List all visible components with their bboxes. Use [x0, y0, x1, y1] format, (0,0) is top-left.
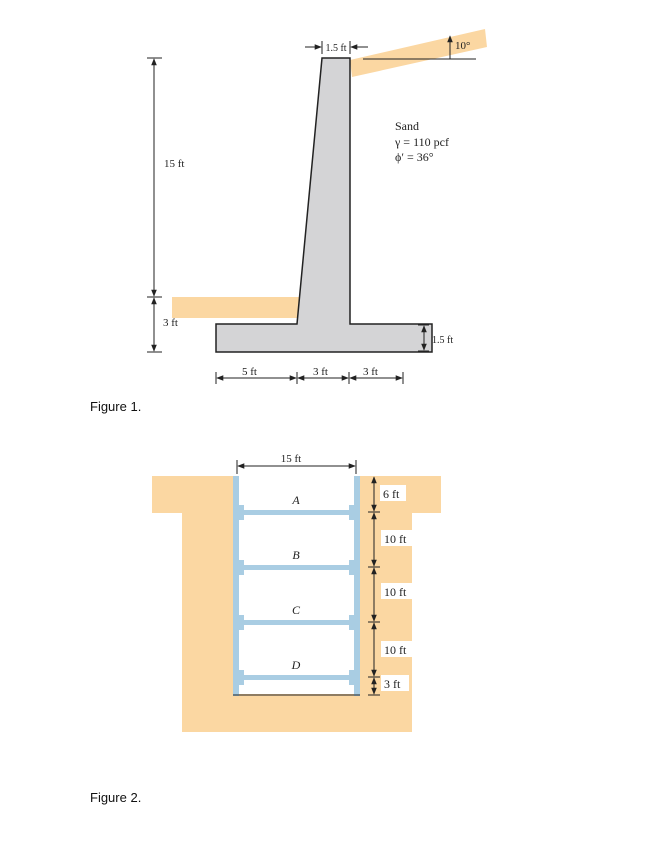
soil-friction-angle: ϕ′ = 36°: [395, 150, 434, 164]
embed-label: 3 ft: [163, 317, 178, 329]
strut-label-a: A: [292, 493, 300, 507]
width-label: 15 ft: [280, 453, 302, 465]
base-thick-label: 1.5 ft: [432, 335, 454, 346]
sheet-pile-left: [233, 476, 239, 696]
spacing-label-5: 3 ft: [384, 677, 401, 691]
strut-label-c: C: [291, 603, 301, 617]
sheet-pile-right: [354, 476, 360, 696]
strut-a: [239, 505, 354, 520]
backfill-slope: [350, 29, 487, 77]
figure-2-braced-cut: [152, 453, 441, 732]
spacing-label-4: 10 ft: [384, 643, 407, 657]
strut-b: [239, 560, 354, 575]
strut-label-d: D: [291, 658, 301, 672]
figure-1-caption: Figure 1.: [90, 399, 142, 414]
strut-d: [239, 670, 354, 685]
front-soil: [172, 297, 300, 318]
spacing-label-2: 10 ft: [384, 532, 407, 546]
strut-c: [239, 615, 354, 630]
heel-label: 3 ft: [363, 366, 378, 378]
stem-base-label: 3 ft: [313, 366, 328, 378]
spacing-label-3: 10 ft: [384, 585, 407, 599]
strut-label-b: B: [292, 548, 300, 562]
figure-1-retaining-wall: [147, 29, 487, 384]
toe-label: 5 ft: [242, 366, 257, 378]
figure-2-caption: Figure 2.: [90, 790, 142, 805]
height-label: 15 ft: [164, 158, 185, 170]
slope-angle-label: 10°: [455, 40, 471, 52]
spacing-label-1: 6 ft: [383, 487, 400, 501]
stem-top-label: 1.5 ft: [325, 43, 347, 54]
soil-name: Sand: [395, 119, 419, 133]
soil-unit-weight: γ = 110 pcf: [395, 135, 449, 149]
